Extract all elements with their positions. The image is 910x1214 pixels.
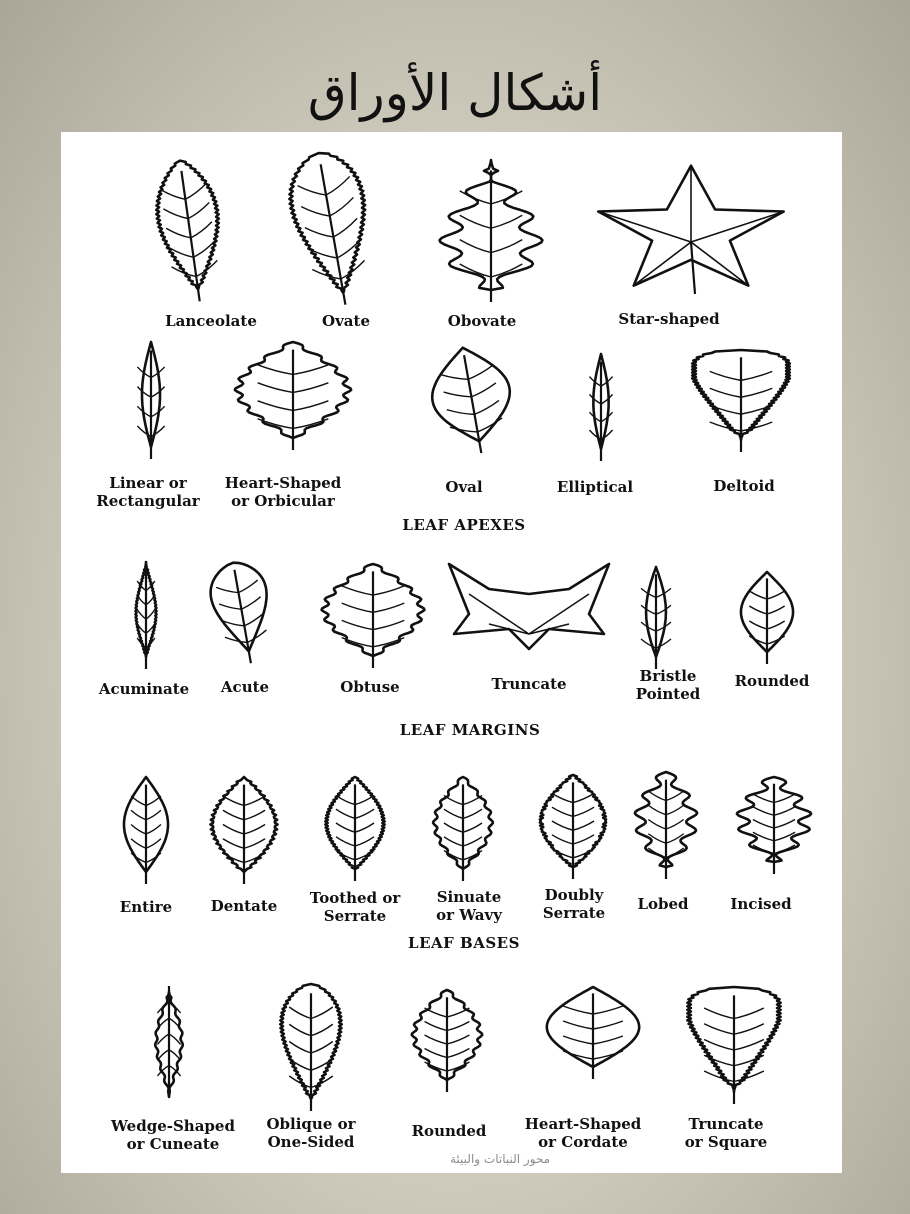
leaf-rounded-apex [741,572,793,664]
label-lanceolate: Lanceolate [165,312,257,330]
leaf-dentate [211,777,278,884]
label-wedge-cuneate: Wedge-Shaped or Cuneate [111,1117,235,1153]
label-oblique: Oblique or One-Sided [266,1115,356,1151]
label-linear: Linear or Rectangular [96,474,200,510]
slide-title: أشكال الأوراق [307,64,603,122]
label-heart-cordate: Heart-Shaped or Cordate [524,1115,642,1151]
label-truncate-apex: Truncate [491,675,567,693]
label-dentate: Dentate [210,897,278,915]
label-acute: Acute [220,678,270,696]
leaf-sinuate-wavy [433,777,493,881]
label-star-shaped: Star-shaped [618,310,720,328]
leaf-elliptical [589,354,612,461]
leaf-heart-cordate [547,987,639,1079]
leaf-illustrations [61,132,842,1173]
label-lobed: Lobed [637,895,689,913]
label-toothed-serrate: Toothed or Serrate [309,889,401,925]
label-elliptical: Elliptical [556,478,634,496]
leaf-lanceolate [149,156,230,305]
label-sinuate-wavy: Sinuate or Wavy [436,888,502,924]
leaf-incised [737,777,811,874]
label-acuminate: Acuminate [98,680,190,698]
leaf-toothed-serrate [325,777,384,881]
leaf-truncate-apex [449,564,609,649]
leaf-rounded-base [412,990,482,1092]
leaf-heart-shaped [235,342,351,450]
label-oval: Oval [445,478,483,496]
leaf-star-shaped [598,166,783,294]
leaf-wedge-cuneate [155,986,183,1097]
label-truncate-square: Truncate or Square [684,1115,768,1151]
label-heart-shaped: Heart-Shaped or Orbicular [224,474,342,510]
leaf-entire [124,777,168,884]
leaf-acuminate [136,562,157,669]
leaf-oblique [280,984,341,1111]
footer-caption: محور النباتات والبيئة [450,1152,551,1166]
label-incised: Incised [730,895,792,913]
heading-leaf-apexes: LEAF APEXES [402,516,526,534]
leaf-linear [137,342,164,459]
label-obovate: Obovate [447,312,517,330]
leaf-obtuse [322,564,425,668]
label-doubly-serrate: Doubly Serrate [542,886,606,922]
label-deltoid: Deltoid [713,477,775,495]
leaf-truncate-square [687,987,780,1104]
leaf-lobed [635,772,697,879]
leaf-doubly-serrate [540,775,606,879]
label-bristle-pointed: Bristle Pointed [635,667,701,703]
leaf-deltoid [692,350,790,452]
leaf-obovate [440,160,543,302]
leaf-ovate [282,147,382,312]
label-entire: Entire [119,898,173,916]
leaf-acute [206,558,279,668]
label-obtuse: Obtuse [340,678,400,696]
leaf-diagram-panel [61,132,842,1173]
leaf-bristle-pointed [641,567,671,669]
label-rounded-apex: Rounded [734,672,810,690]
heading-leaf-bases: LEAF BASES [408,934,520,952]
heading-leaf-margins: LEAF MARGINS [399,721,541,739]
leaf-oval [424,341,519,460]
label-rounded-base: Rounded [411,1122,487,1140]
label-ovate: Ovate [322,312,370,330]
